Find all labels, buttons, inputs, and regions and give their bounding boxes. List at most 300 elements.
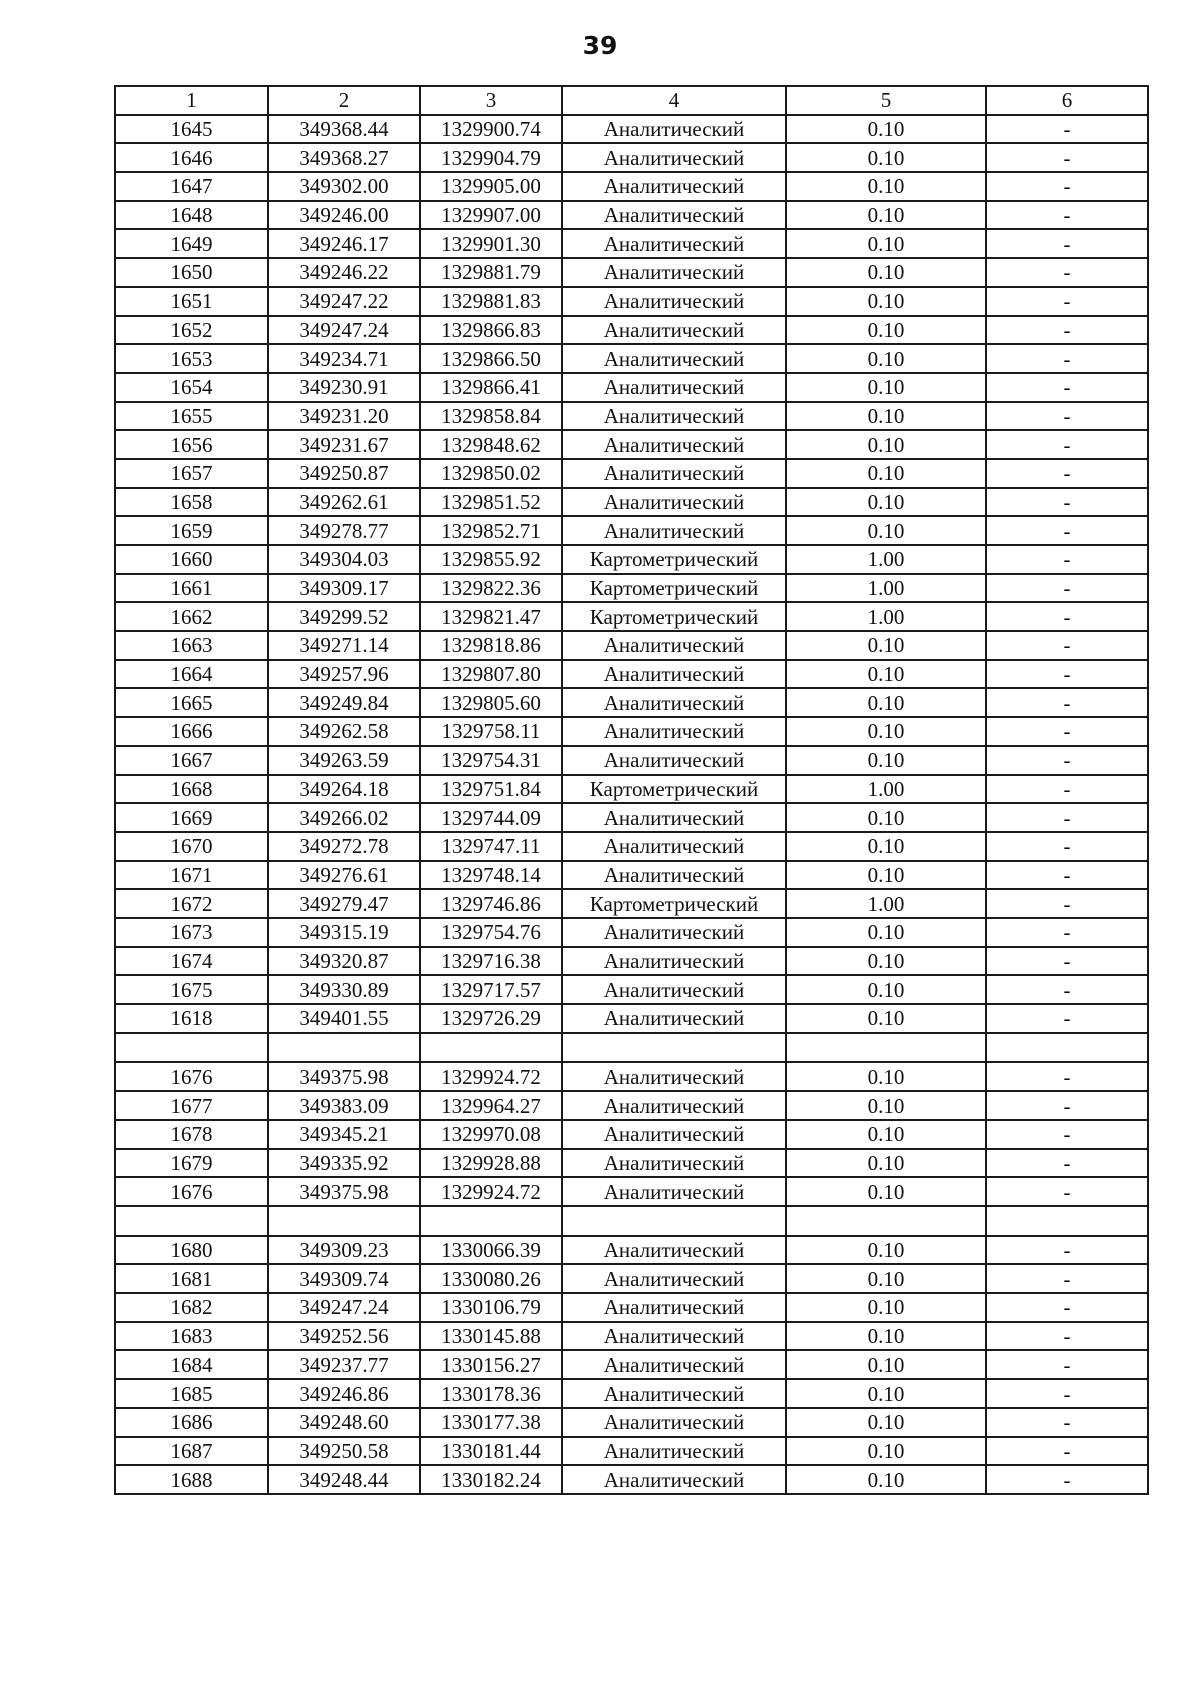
- table-row: [115, 803, 1148, 832]
- table-cell: 349250.87: [268, 459, 420, 488]
- table-cell: 1657: [115, 459, 268, 488]
- table-cell: 1679: [115, 1149, 268, 1178]
- table-cell: -: [986, 975, 1148, 1004]
- table-cell: 1.00: [786, 602, 986, 631]
- table-cell: 0.10: [786, 832, 986, 861]
- table-row: [115, 1062, 1148, 1091]
- table-row: [115, 631, 1148, 660]
- table-cell: 0.10: [786, 861, 986, 890]
- table-row: [115, 402, 1148, 431]
- table-cell: Аналитический: [562, 1004, 786, 1033]
- column-header: 4: [562, 86, 786, 115]
- table-cell: -: [986, 316, 1148, 345]
- table-cell: 1658: [115, 488, 268, 517]
- table-cell: 349320.87: [268, 947, 420, 976]
- table-cell: Аналитический: [562, 488, 786, 517]
- table-cell: -: [986, 1437, 1148, 1466]
- table-cell: 0.10: [786, 373, 986, 402]
- table-cell: -: [986, 545, 1148, 574]
- table-cell: 0.10: [786, 660, 986, 689]
- table-cell: 0.10: [786, 1236, 986, 1265]
- table-cell: -: [986, 373, 1148, 402]
- table-cell: [986, 1206, 1148, 1236]
- table-cell: -: [986, 1408, 1148, 1437]
- table-cell: -: [986, 775, 1148, 804]
- table-cell: Аналитический: [562, 947, 786, 976]
- table-cell: -: [986, 832, 1148, 861]
- table-cell: 0.10: [786, 115, 986, 144]
- table-cell: 349401.55: [268, 1004, 420, 1033]
- table-cell: 1329970.08: [420, 1120, 562, 1149]
- table-cell: 349279.47: [268, 889, 420, 918]
- table-cell: 0.10: [786, 201, 986, 230]
- table-cell: -: [986, 258, 1148, 287]
- table-cell: -: [986, 459, 1148, 488]
- table-cell: 1329858.84: [420, 402, 562, 431]
- table-cell: 349247.24: [268, 316, 420, 345]
- table-cell: Аналитический: [562, 402, 786, 431]
- table-cell: -: [986, 1236, 1148, 1265]
- table-cell: 349231.20: [268, 402, 420, 431]
- table-cell: 1330156.27: [420, 1350, 562, 1379]
- table-cell: 1330181.44: [420, 1437, 562, 1466]
- table-cell: 0.10: [786, 344, 986, 373]
- table-cell: 0.10: [786, 459, 986, 488]
- table-row: [115, 459, 1148, 488]
- table-cell: 1329818.86: [420, 631, 562, 660]
- table-row: [115, 1120, 1148, 1149]
- table-row: [115, 574, 1148, 603]
- table-cell: 1329848.62: [420, 430, 562, 459]
- table-cell: 349383.09: [268, 1091, 420, 1120]
- table-cell: Картометрический: [562, 574, 786, 603]
- table-cell: 1.00: [786, 775, 986, 804]
- table-cell: 1329907.00: [420, 201, 562, 230]
- table-cell: [786, 1033, 986, 1063]
- table-row: [115, 287, 1148, 316]
- table-cell: 1329866.83: [420, 316, 562, 345]
- table-cell: 1330080.26: [420, 1264, 562, 1293]
- table-cell: 349375.98: [268, 1062, 420, 1091]
- table-cell: Аналитический: [562, 172, 786, 201]
- table-cell: Картометрический: [562, 602, 786, 631]
- table-cell: 1329821.47: [420, 602, 562, 631]
- table-cell: 1648: [115, 201, 268, 230]
- table-cell: 1645: [115, 115, 268, 144]
- table-cell: -: [986, 488, 1148, 517]
- table-cell: Аналитический: [562, 861, 786, 890]
- table-row: [115, 717, 1148, 746]
- table-row: [115, 602, 1148, 631]
- table-cell: -: [986, 947, 1148, 976]
- table-cell: 0.10: [786, 1120, 986, 1149]
- table-row: [115, 1177, 1148, 1206]
- table-row: [115, 1206, 1148, 1236]
- table-cell: 1649: [115, 229, 268, 258]
- table-cell: -: [986, 602, 1148, 631]
- table-cell: 0.10: [786, 316, 986, 345]
- table-cell: 0.10: [786, 287, 986, 316]
- table-cell: 0.10: [786, 1322, 986, 1351]
- table-cell: -: [986, 287, 1148, 316]
- table-row: [115, 975, 1148, 1004]
- table-cell: 349263.59: [268, 746, 420, 775]
- table-row: [115, 172, 1148, 201]
- table-cell: -: [986, 229, 1148, 258]
- table-cell: Аналитический: [562, 201, 786, 230]
- table-row: [115, 1465, 1148, 1494]
- table-row: [115, 861, 1148, 890]
- table-cell: 349246.22: [268, 258, 420, 287]
- table-cell: 1329866.50: [420, 344, 562, 373]
- table-cell: 349262.58: [268, 717, 420, 746]
- table-row: [115, 1379, 1148, 1408]
- column-header: 6: [986, 86, 1148, 115]
- table-row: [115, 688, 1148, 717]
- table-cell: 0.10: [786, 143, 986, 172]
- table-cell: 349271.14: [268, 631, 420, 660]
- table-cell: 1329758.11: [420, 717, 562, 746]
- table-body: [115, 115, 1148, 1494]
- table-row: [115, 1264, 1148, 1293]
- table-cell: 1329746.86: [420, 889, 562, 918]
- table-cell: 1329924.72: [420, 1062, 562, 1091]
- table-row: [115, 201, 1148, 230]
- table-row: [115, 1091, 1148, 1120]
- table-cell: 1329866.41: [420, 373, 562, 402]
- table-cell: 1329904.79: [420, 143, 562, 172]
- table-header: [115, 86, 1148, 115]
- table-cell: 0.10: [786, 1293, 986, 1322]
- table-cell: 1659: [115, 516, 268, 545]
- table-cell: -: [986, 574, 1148, 603]
- table-cell: 349368.27: [268, 143, 420, 172]
- table-cell: 1685: [115, 1379, 268, 1408]
- table-cell: 349231.67: [268, 430, 420, 459]
- table-cell: 1670: [115, 832, 268, 861]
- table-cell: 1687: [115, 1437, 268, 1466]
- table-cell: 1667: [115, 746, 268, 775]
- table-cell: 1654: [115, 373, 268, 402]
- table-cell: 349234.71: [268, 344, 420, 373]
- table-cell: 349368.44: [268, 115, 420, 144]
- table-cell: 1329851.52: [420, 488, 562, 517]
- table-cell: 0.10: [786, 229, 986, 258]
- table-cell: Аналитический: [562, 631, 786, 660]
- table-cell: 1660: [115, 545, 268, 574]
- table-cell: 1329748.14: [420, 861, 562, 890]
- table-cell: 349249.84: [268, 688, 420, 717]
- table-cell: -: [986, 344, 1148, 373]
- table-cell: Аналитический: [562, 287, 786, 316]
- table-cell: 1683: [115, 1322, 268, 1351]
- table-cell: Картометрический: [562, 545, 786, 574]
- table-cell: -: [986, 201, 1148, 230]
- table-cell: 1329754.31: [420, 746, 562, 775]
- table-cell: Аналитический: [562, 1293, 786, 1322]
- table-cell: 349309.74: [268, 1264, 420, 1293]
- table-cell: 1330145.88: [420, 1322, 562, 1351]
- table-cell: 0.10: [786, 746, 986, 775]
- table-cell: 1651: [115, 287, 268, 316]
- table-cell: Аналитический: [562, 660, 786, 689]
- table-row: [115, 229, 1148, 258]
- table-row: [115, 1236, 1148, 1265]
- table-row: [115, 344, 1148, 373]
- table-cell: 0.10: [786, 1091, 986, 1120]
- table-cell: -: [986, 1149, 1148, 1178]
- table-cell: Аналитический: [562, 918, 786, 947]
- table-cell: 1662: [115, 602, 268, 631]
- table-cell: 1646: [115, 143, 268, 172]
- table-cell: Аналитический: [562, 1120, 786, 1149]
- table-cell: -: [986, 688, 1148, 717]
- table-cell: 1329928.88: [420, 1149, 562, 1178]
- table-cell: -: [986, 1004, 1148, 1033]
- table-cell: 1677: [115, 1091, 268, 1120]
- table-row: [115, 545, 1148, 574]
- table-cell: 1329726.29: [420, 1004, 562, 1033]
- table-cell: 1684: [115, 1350, 268, 1379]
- table-row: [115, 516, 1148, 545]
- table-cell: 1329807.80: [420, 660, 562, 689]
- table-cell: 1652: [115, 316, 268, 345]
- table-cell: 349309.17: [268, 574, 420, 603]
- table-cell: 349247.24: [268, 1293, 420, 1322]
- table-cell: 1329754.76: [420, 918, 562, 947]
- table-cell: 1676: [115, 1062, 268, 1091]
- table-cell: [562, 1206, 786, 1236]
- table-cell: [786, 1206, 986, 1236]
- table-cell: -: [986, 402, 1148, 431]
- table-cell: Аналитический: [562, 115, 786, 144]
- table-cell: -: [986, 631, 1148, 660]
- table-row: [115, 832, 1148, 861]
- table-cell: 1650: [115, 258, 268, 287]
- table-cell: Аналитический: [562, 258, 786, 287]
- table-cell: 349237.77: [268, 1350, 420, 1379]
- table-cell: Аналитический: [562, 688, 786, 717]
- table-cell: 1.00: [786, 574, 986, 603]
- table-cell: [986, 1033, 1148, 1063]
- table-row: [115, 258, 1148, 287]
- table-cell: 1329881.79: [420, 258, 562, 287]
- table-cell: 349247.22: [268, 287, 420, 316]
- table-cell: 1653: [115, 344, 268, 373]
- table-cell: Аналитический: [562, 1091, 786, 1120]
- table-cell: -: [986, 1293, 1148, 1322]
- table-cell: 0.10: [786, 402, 986, 431]
- table-row: [115, 746, 1148, 775]
- table-cell: 1664: [115, 660, 268, 689]
- table-row: [115, 143, 1148, 172]
- table-cell: [420, 1033, 562, 1063]
- table-cell: Аналитический: [562, 1264, 786, 1293]
- table-cell: 0.10: [786, 1437, 986, 1466]
- table-cell: 1330066.39: [420, 1236, 562, 1265]
- table-cell: 1329751.84: [420, 775, 562, 804]
- table-row: [115, 1350, 1148, 1379]
- table-cell: 349276.61: [268, 861, 420, 890]
- table-row: [115, 430, 1148, 459]
- table-cell: 1329881.83: [420, 287, 562, 316]
- table-cell: 0.10: [786, 1149, 986, 1178]
- table-cell: 0.10: [786, 688, 986, 717]
- page-number: 39: [582, 31, 618, 60]
- coordinates-table: [114, 85, 1149, 1495]
- table-cell: Аналитический: [562, 143, 786, 172]
- table-cell: 1329901.30: [420, 229, 562, 258]
- table-cell: 1686: [115, 1408, 268, 1437]
- table-row: [115, 1004, 1148, 1033]
- table-cell: 1329850.02: [420, 459, 562, 488]
- table-cell: Аналитический: [562, 832, 786, 861]
- table-cell: 349230.91: [268, 373, 420, 402]
- table-cell: 1329855.92: [420, 545, 562, 574]
- table-cell: 1680: [115, 1236, 268, 1265]
- table-cell: 349304.03: [268, 545, 420, 574]
- table-cell: 1329805.60: [420, 688, 562, 717]
- table-cell: 1329905.00: [420, 172, 562, 201]
- table-cell: 1330177.38: [420, 1408, 562, 1437]
- table-cell: Аналитический: [562, 975, 786, 1004]
- table-cell: 0.10: [786, 918, 986, 947]
- table-cell: 0.10: [786, 488, 986, 517]
- table-cell: 1671: [115, 861, 268, 890]
- table-cell: 349250.58: [268, 1437, 420, 1466]
- table-cell: -: [986, 803, 1148, 832]
- table-cell: 349262.61: [268, 488, 420, 517]
- table-cell: 0.10: [786, 631, 986, 660]
- table-cell: 1330178.36: [420, 1379, 562, 1408]
- table-cell: 349246.00: [268, 201, 420, 230]
- table-cell: Аналитический: [562, 1437, 786, 1466]
- table-cell: Аналитический: [562, 1062, 786, 1091]
- table-cell: Аналитический: [562, 1149, 786, 1178]
- table-cell: 1663: [115, 631, 268, 660]
- table-cell: -: [986, 1379, 1148, 1408]
- table-cell: [268, 1206, 420, 1236]
- table-cell: 1330106.79: [420, 1293, 562, 1322]
- table-cell: Аналитический: [562, 430, 786, 459]
- table-cell: Аналитический: [562, 1379, 786, 1408]
- table-row: [115, 488, 1148, 517]
- table-row: [115, 1408, 1148, 1437]
- table-cell: -: [986, 660, 1148, 689]
- table-cell: -: [986, 115, 1148, 144]
- table-cell: 1329900.74: [420, 115, 562, 144]
- table-cell: 0.10: [786, 1264, 986, 1293]
- table-cell: 1674: [115, 947, 268, 976]
- table-cell: 1661: [115, 574, 268, 603]
- table-cell: 0.10: [786, 1408, 986, 1437]
- table-cell: 0.10: [786, 803, 986, 832]
- table-cell: 0.10: [786, 1004, 986, 1033]
- table-cell: 1.00: [786, 545, 986, 574]
- table-row: [115, 660, 1148, 689]
- table-cell: [115, 1033, 268, 1063]
- table-row: [115, 1149, 1148, 1178]
- table-cell: Аналитический: [562, 344, 786, 373]
- table-cell: -: [986, 143, 1148, 172]
- table-cell: 1329852.71: [420, 516, 562, 545]
- table-cell: -: [986, 1322, 1148, 1351]
- table-cell: Аналитический: [562, 229, 786, 258]
- table-cell: 1673: [115, 918, 268, 947]
- table-cell: 1668: [115, 775, 268, 804]
- table-cell: 0.10: [786, 1177, 986, 1206]
- table-row: [115, 373, 1148, 402]
- table-cell: 0.10: [786, 1465, 986, 1494]
- table-row: [115, 1293, 1148, 1322]
- table-cell: 1676: [115, 1177, 268, 1206]
- table-cell: 349375.98: [268, 1177, 420, 1206]
- table-cell: 0.10: [786, 516, 986, 545]
- table-cell: Аналитический: [562, 316, 786, 345]
- table-cell: 1329924.72: [420, 1177, 562, 1206]
- table-cell: Аналитический: [562, 1408, 786, 1437]
- table-cell: 1656: [115, 430, 268, 459]
- table-cell: 0.10: [786, 172, 986, 201]
- table-cell: 349299.52: [268, 602, 420, 631]
- table-cell: 349345.21: [268, 1120, 420, 1149]
- column-header: 1: [115, 86, 268, 115]
- table-cell: Аналитический: [562, 373, 786, 402]
- table-cell: 349248.44: [268, 1465, 420, 1494]
- table-cell: 0.10: [786, 1350, 986, 1379]
- table-cell: 1329744.09: [420, 803, 562, 832]
- table-row: [115, 1322, 1148, 1351]
- table-cell: [420, 1206, 562, 1236]
- table-cell: [562, 1033, 786, 1063]
- table-cell: 349302.00: [268, 172, 420, 201]
- table-cell: Аналитический: [562, 1465, 786, 1494]
- table-cell: 349309.23: [268, 1236, 420, 1265]
- table-row: [115, 918, 1148, 947]
- table-cell: 1665: [115, 688, 268, 717]
- column-header: 5: [786, 86, 986, 115]
- table-cell: 1672: [115, 889, 268, 918]
- table-cell: -: [986, 889, 1148, 918]
- table-row: [115, 1437, 1148, 1466]
- table-cell: 349330.89: [268, 975, 420, 1004]
- table-cell: -: [986, 1091, 1148, 1120]
- column-header: 3: [420, 86, 562, 115]
- table-cell: 1329717.57: [420, 975, 562, 1004]
- table-cell: Аналитический: [562, 746, 786, 775]
- table-cell: 1666: [115, 717, 268, 746]
- table-cell: -: [986, 1177, 1148, 1206]
- table-cell: 349246.86: [268, 1379, 420, 1408]
- table-cell: -: [986, 516, 1148, 545]
- table-cell: 1647: [115, 172, 268, 201]
- table-cell: 0.10: [786, 1379, 986, 1408]
- table-cell: 0.10: [786, 947, 986, 976]
- table-cell: 0.10: [786, 975, 986, 1004]
- table-cell: 349266.02: [268, 803, 420, 832]
- table-cell: 1675: [115, 975, 268, 1004]
- table-cell: Аналитический: [562, 717, 786, 746]
- table-cell: Аналитический: [562, 1236, 786, 1265]
- table-cell: 1329964.27: [420, 1091, 562, 1120]
- table-cell: 349264.18: [268, 775, 420, 804]
- table-cell: Аналитический: [562, 1322, 786, 1351]
- table-row: [115, 889, 1148, 918]
- table-cell: -: [986, 1062, 1148, 1091]
- table-cell: 1.00: [786, 889, 986, 918]
- table-cell: Аналитический: [562, 1177, 786, 1206]
- table-cell: 1681: [115, 1264, 268, 1293]
